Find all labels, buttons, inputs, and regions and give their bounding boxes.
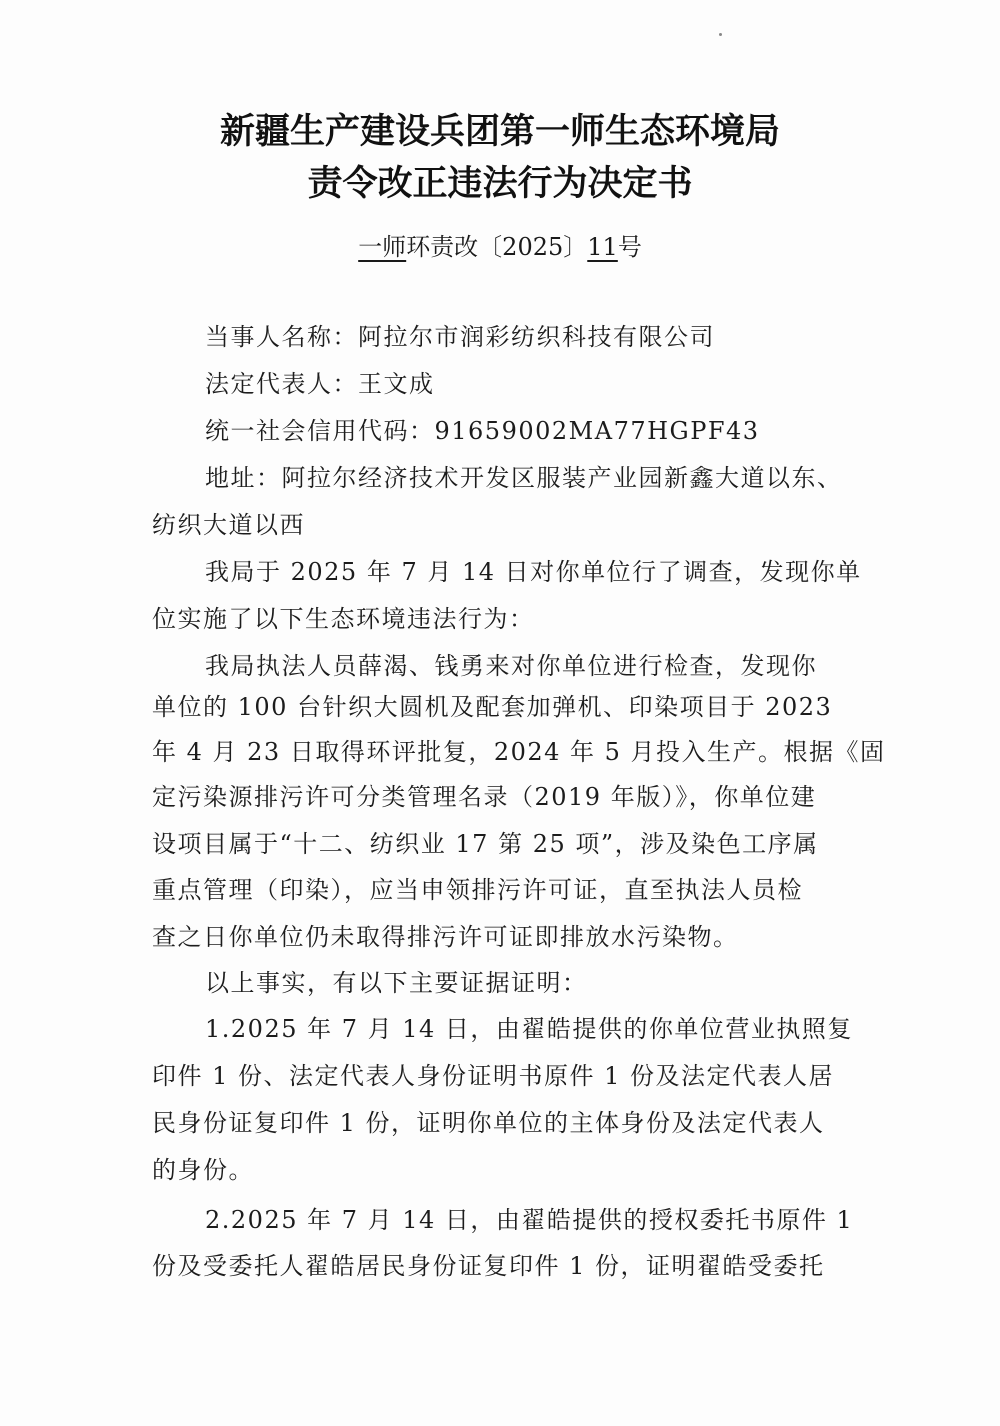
address-label: 地址： (205, 464, 282, 492)
credit-code-label: 统一社会信用代码： (205, 417, 435, 445)
address-value: 阿拉尔经济技术开发区服装产业园新鑫大道以东、 (281, 464, 843, 492)
body-line: 我局执法人员薛渴、钱勇来对你单位进行检查，发现你 (205, 652, 817, 680)
party-name-line (205, 322, 715, 352)
document-title-agency: 新疆生产建设兵团第一师生态环境局 (219, 111, 780, 152)
doc-number-value: 11 (587, 233, 618, 261)
body-line: 重点管理（印染），应当申领排污许可证，直至执法人员检 (152, 876, 803, 904)
document-title-type: 责令改正违法行为决定书 (307, 163, 693, 204)
body-line: 以上事实，有以下主要证据证明： (205, 969, 588, 997)
credit-code-value: 91659002MA77HGPF43 (434, 417, 760, 445)
body-line: 我局于 2025 年 7 月 14 日对你单位行了调查，发现你单 (205, 558, 862, 586)
credit-code-line (205, 416, 760, 446)
legal-rep-value: 王文成 (358, 370, 435, 398)
body-line: 民身份证复印件 1 份，证明你单位的主体身份及法定代表人 (152, 1109, 825, 1137)
body-line: 印件 1 份、法定代表人身份证明书原件 1 份及法定代表人居 (152, 1062, 835, 1090)
legal-rep-label: 法定代表人： (205, 370, 358, 398)
address-line (205, 463, 843, 493)
body-line: 设项目属于“十二、纺织业 17 第 25 项”，涉及染色工序属 (152, 830, 819, 858)
body-line: 查之日你单位仍未取得排污许可证即排放水污染物。 (152, 923, 739, 951)
body-line: 的身份。 (152, 1156, 254, 1184)
party-name-value: 阿拉尔市润彩纺织科技有限公司 (358, 323, 715, 351)
scan-speck (719, 33, 722, 36)
party-name-label: 当事人名称： (205, 323, 358, 351)
body-line: 年 4 月 23 日取得环评批复，2024 年 5 月投入生产。根据《固 (152, 738, 886, 766)
doc-number-suffix: 号 (617, 233, 642, 261)
evidence-item: 1.2025 年 7 月 14 日，由翟皓提供的你单位营业执照复 (205, 1015, 853, 1043)
address-line-cont: 纺织大道以西 (152, 511, 305, 539)
body-line: 定污染源排污许可分类管理名录（2019 年版）》，你单位建 (152, 783, 817, 811)
document-number (0, 227, 1000, 262)
doc-number-prefix: 一师 (358, 233, 407, 261)
legal-rep-line (205, 369, 435, 399)
doc-number-middle: 环责改〔2025〕 (406, 233, 588, 261)
body-line: 位实施了以下生态环境违法行为： (152, 605, 535, 633)
evidence-item: 2.2025 年 7 月 14 日，由翟皓提供的授权委托书原件 1 (205, 1206, 854, 1234)
body-line: 单位的 100 台针织大圆机及配套加弹机、印染项目于 2023 (152, 693, 833, 721)
body-line: 份及受委托人翟皓居民身份证复印件 1 份，证明翟皓受委托 (152, 1252, 825, 1280)
